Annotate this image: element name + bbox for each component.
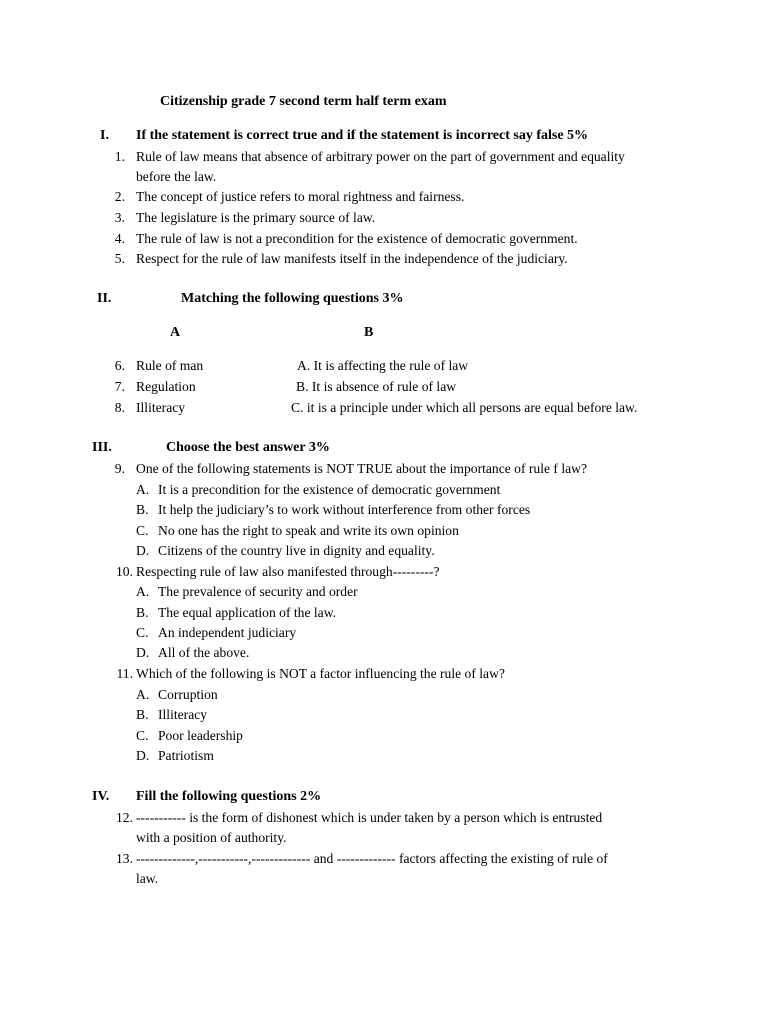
option-text: No one has the right to speak and write its own opinion [158, 523, 459, 538]
question-number: 6. [114, 358, 125, 373]
question-text: -------------,-----------,------------- and ------------- factors affecting the existing of rule of [136, 851, 608, 866]
option-text: All of the above. [158, 645, 250, 660]
section-numeral: I. [100, 128, 109, 143]
question-text-continued: with a position of authority. [136, 830, 287, 845]
question-text: ----------- is the form of dishonest which is under taken by a person which is entrusted [136, 810, 603, 825]
option-letter: D. [136, 645, 150, 660]
option-letter: B. [136, 707, 149, 722]
question-text: Respect for the rule of law manifests itself in the independence of the judiciary. [136, 251, 568, 266]
option-letter: C. [136, 523, 149, 538]
question-text: Which of the following is NOT a factor influencing the rule of law? [136, 666, 505, 681]
question-text: The concept of justice refers to moral rightness and fairness. [136, 189, 465, 204]
question-number: 12. [116, 810, 133, 825]
question-text-continued: before the law. [136, 169, 217, 184]
option-text: Illiteracy [158, 707, 208, 722]
section-heading: If the statement is correct true and if the statement is incorrect say false 5% [136, 128, 589, 143]
option-letter: D. [136, 543, 150, 558]
matching-term: Rule of man [136, 358, 204, 373]
matching-definition: B. It is absence of rule of law [296, 379, 457, 394]
option-text: Poor leadership [158, 728, 243, 743]
option-letter: A. [136, 687, 150, 702]
option-text: It help the judiciary’s to work without interference from other forces [158, 502, 531, 517]
option-letter: A. [136, 482, 150, 497]
question-number: 2. [114, 189, 125, 204]
column-b-header: B [364, 325, 374, 340]
question-text: The rule of law is not a precondition for the existence of democratic government. [136, 231, 578, 246]
page-title: Citizenship grade 7 second term half term exam [160, 94, 447, 109]
matching-term: Illiteracy [136, 400, 186, 415]
question-number: 8. [114, 400, 125, 415]
section-numeral: III. [92, 440, 112, 455]
option-letter: C. [136, 728, 149, 743]
question-number: 4. [114, 231, 125, 246]
matching-definition: C. it is a principle under which all persons are equal before law. [291, 400, 638, 415]
option-letter: A. [136, 584, 150, 599]
section-heading: Matching the following questions 3% [181, 291, 404, 306]
question-number: 1. [114, 149, 125, 164]
question-number: 11. [116, 666, 133, 681]
section-numeral: IV. [92, 789, 110, 804]
question-number: 5. [114, 251, 125, 266]
option-letter: C. [136, 625, 149, 640]
question-text: One of the following statements is NOT TRUE about the importance of rule f law? [136, 461, 588, 476]
section-heading: Choose the best answer 3% [166, 440, 330, 455]
section-heading: Fill the following questions 2% [136, 789, 322, 804]
question-text-continued: law. [136, 871, 159, 886]
option-letter: B. [136, 502, 149, 517]
option-text: It is a precondition for the existence of democratic government [158, 482, 501, 497]
option-letter: D. [136, 748, 150, 763]
question-number: 7. [114, 379, 125, 394]
question-number: 9. [114, 461, 125, 476]
matching-definition: A. It is affecting the rule of law [297, 358, 469, 373]
option-text: Corruption [158, 687, 218, 702]
column-a-header: A [170, 325, 181, 340]
section-numeral: II. [97, 291, 112, 306]
question-text: The legislature is the primary source of law. [136, 210, 376, 225]
option-letter: B. [136, 605, 149, 620]
option-text: Patriotism [158, 748, 214, 763]
option-text: An independent judiciary [158, 625, 297, 640]
option-text: The prevalence of security and order [158, 584, 358, 599]
question-number: 3. [114, 210, 125, 225]
option-text: Citizens of the country live in dignity and equality. [158, 543, 435, 558]
matching-term: Regulation [136, 379, 196, 394]
question-text: Rule of law means that absence of arbitrary power on the part of government and equality [136, 149, 625, 164]
question-number: 13. [116, 851, 133, 866]
question-text: Respecting rule of law also manifested through---------? [136, 564, 440, 579]
option-text: The equal application of the law. [158, 605, 337, 620]
question-number: 10. [116, 564, 133, 579]
